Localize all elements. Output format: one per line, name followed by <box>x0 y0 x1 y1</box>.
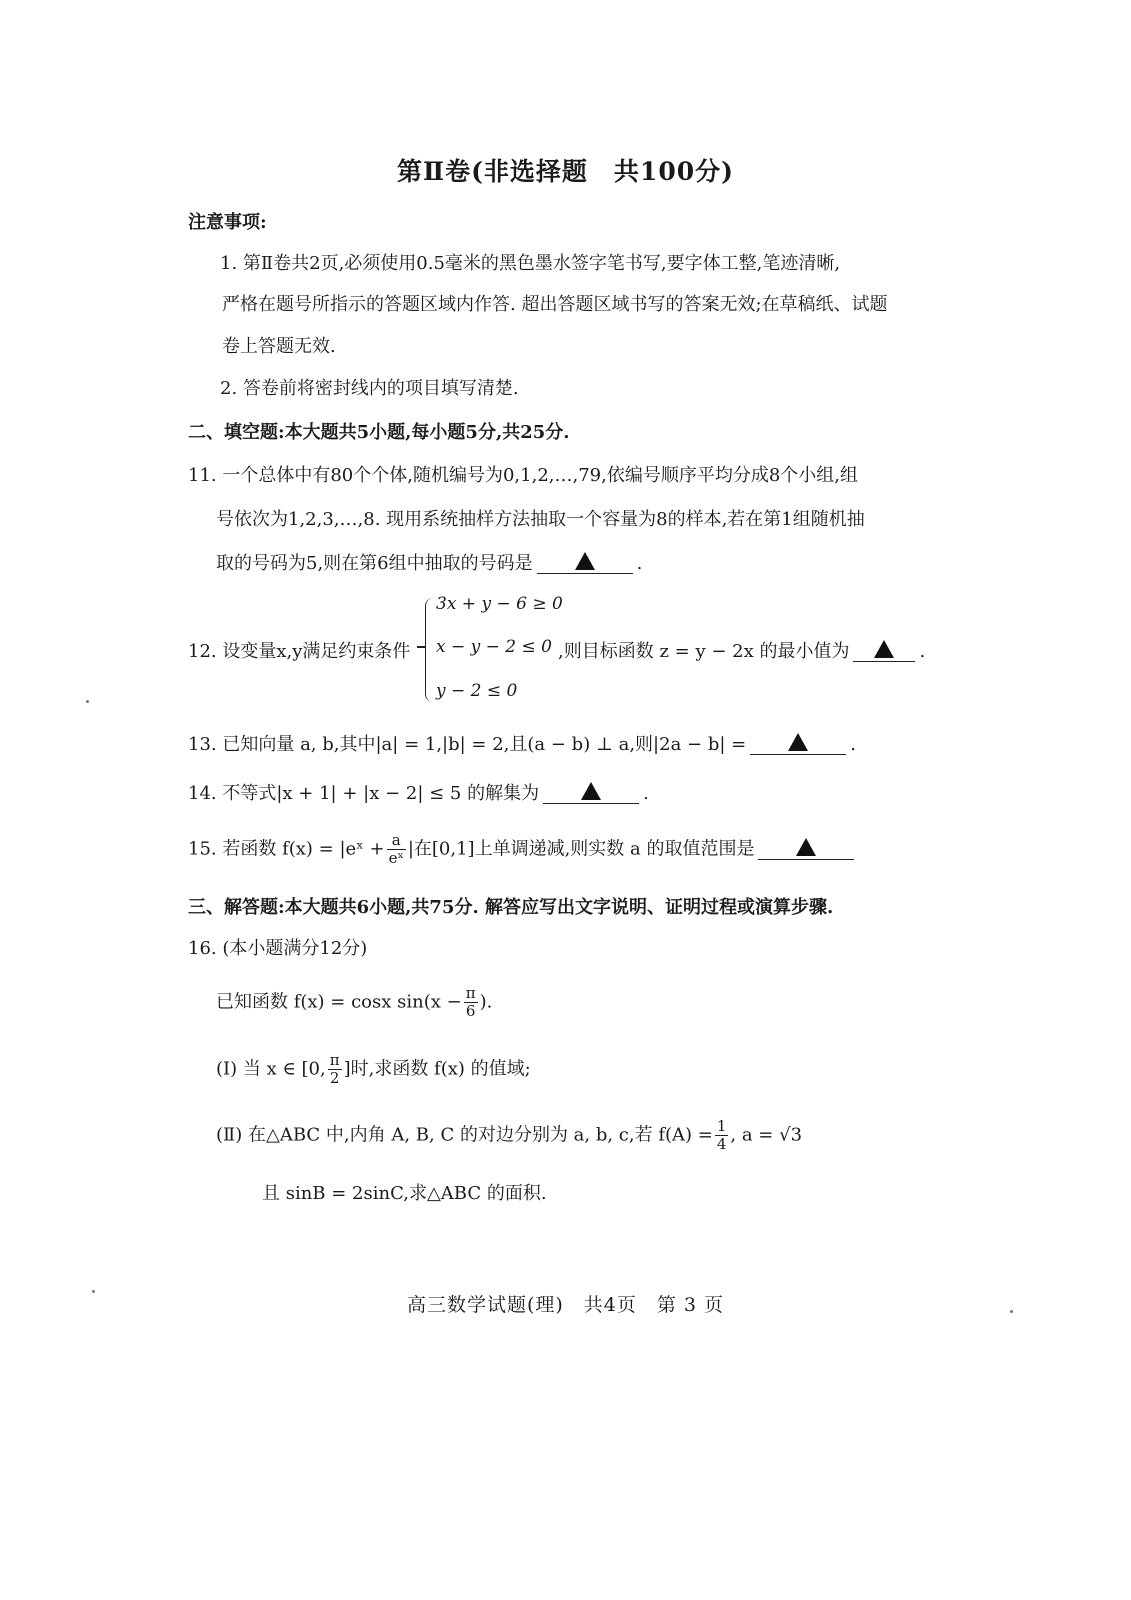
section-title: 第Ⅱ卷(非选择题 共100分) <box>397 157 734 186</box>
q14-answer-blank[interactable] <box>543 781 639 804</box>
notes-item1-line3: 卷上答题无效. <box>222 336 336 357</box>
pi-over-2-fraction: $\frac{\pi}{2}$ <box>329 1051 340 1087</box>
q15-fraction: $\frac{a}{\text{eˣ}}$ <box>388 831 404 867</box>
answer-section-heading: 三、解答题:本大题共6小题,共75分. 解答应写出文字说明、证明过程或演算步骤. <box>188 897 834 918</box>
one-quarter-fraction: $\frac{1}{4}$ <box>716 1117 727 1153</box>
q16-part1: (Ⅰ) 当 x ∈ [0, $\frac{\pi}{2}$ ]时,求函数 f(x) 的值域; <box>216 1051 531 1087</box>
q11-line1: 11. 一个总体中有80个个体,随机编号为0,1,2,…,79,依编号顺序平均分成8个小组,组 <box>188 465 859 486</box>
page-footer: 高三数学试题(理) 共4页 第 3 页 <box>406 1294 725 1316</box>
left-brace-icon <box>425 598 434 702</box>
triangle-icon <box>581 782 601 800</box>
q14: 14. 不等式|x + 1| + |x − 2| ≤ 5 的解集为 . <box>188 783 649 804</box>
triangle-icon <box>874 640 894 658</box>
q12-constraint-3: y − 2 ≤ 0 <box>436 681 518 701</box>
triangle-icon <box>788 733 808 751</box>
q16-header: 16. (本小题满分12分) <box>188 938 368 959</box>
q12-suffix: ,则目标函数 z = y − 2x 的最小值为 . <box>558 641 926 662</box>
notes-item1-line1: 1. 第Ⅱ卷共2页,必须使用0.5毫米的黑色墨水签字笔书写,要字体工整,笔迹清晰, <box>220 253 841 274</box>
q16-part2-line2: 且 sinB = 2sinC,求△ABC 的面积. <box>262 1183 547 1204</box>
q16-part2: (Ⅱ) 在△ABC 中,内角 A, B, C 的对边分别为 a, b, c,若 f(A) = $\frac{1}{4}$ , a = √3 <box>216 1117 803 1153</box>
q12-constraint-1: 3x + y − 6 ≥ 0 <box>436 594 563 614</box>
q11-answer-blank[interactable] <box>537 551 633 574</box>
q12-constraint-2: x − y − 2 ≤ 0 <box>436 637 552 657</box>
notes-item2: 2. 答卷前将密封线内的项目填写清楚. <box>220 378 519 399</box>
notes-heading: 注意事项: <box>188 212 267 233</box>
q11-line3: 取的号码为5,则在第6组中抽取的号码是 . <box>216 553 643 574</box>
scan-speck <box>86 700 89 703</box>
scan-speck <box>92 1290 95 1293</box>
pi-over-6-fraction: $\frac{\pi}{6}$ <box>465 984 476 1020</box>
notes-item1-line2: 严格在题号所指示的答题区域内作答. 超出答题区域书写的答案无效;在草稿纸、试题 <box>222 294 888 315</box>
q15: 15. 若函数 f(x) = |eˣ + $\frac{a}{\text{eˣ}}$ |在[0,1]上单调递减,则实数 a 的取值范围是 <box>188 832 858 867</box>
fill-in-section-heading: 二、填空题:本大题共5小题,每小题5分,共25分. <box>188 422 570 443</box>
q13-answer-blank[interactable] <box>750 732 846 755</box>
q15-answer-blank[interactable] <box>758 837 854 860</box>
q13: 13. 已知向量 a, b,其中|a| = 1,|b| = 2,且(a − b) ⊥ a,则|2a − b| = . <box>188 734 856 755</box>
scan-speck <box>1010 1310 1013 1313</box>
triangle-icon <box>796 838 816 856</box>
triangle-icon <box>575 552 595 570</box>
q12-prefix: 12. 设变量x,y满足约束条件 <box>188 641 411 662</box>
q16-given: 已知函数 f(x) = cosx sin(x − $\frac{\pi}{6}$ ). <box>216 984 493 1020</box>
q11-line2: 号依次为1,2,3,…,8. 现用系统抽样方法抽取一个容量为8的样本,若在第1组随机抽 <box>216 509 865 530</box>
q12-answer-blank[interactable] <box>853 639 915 662</box>
